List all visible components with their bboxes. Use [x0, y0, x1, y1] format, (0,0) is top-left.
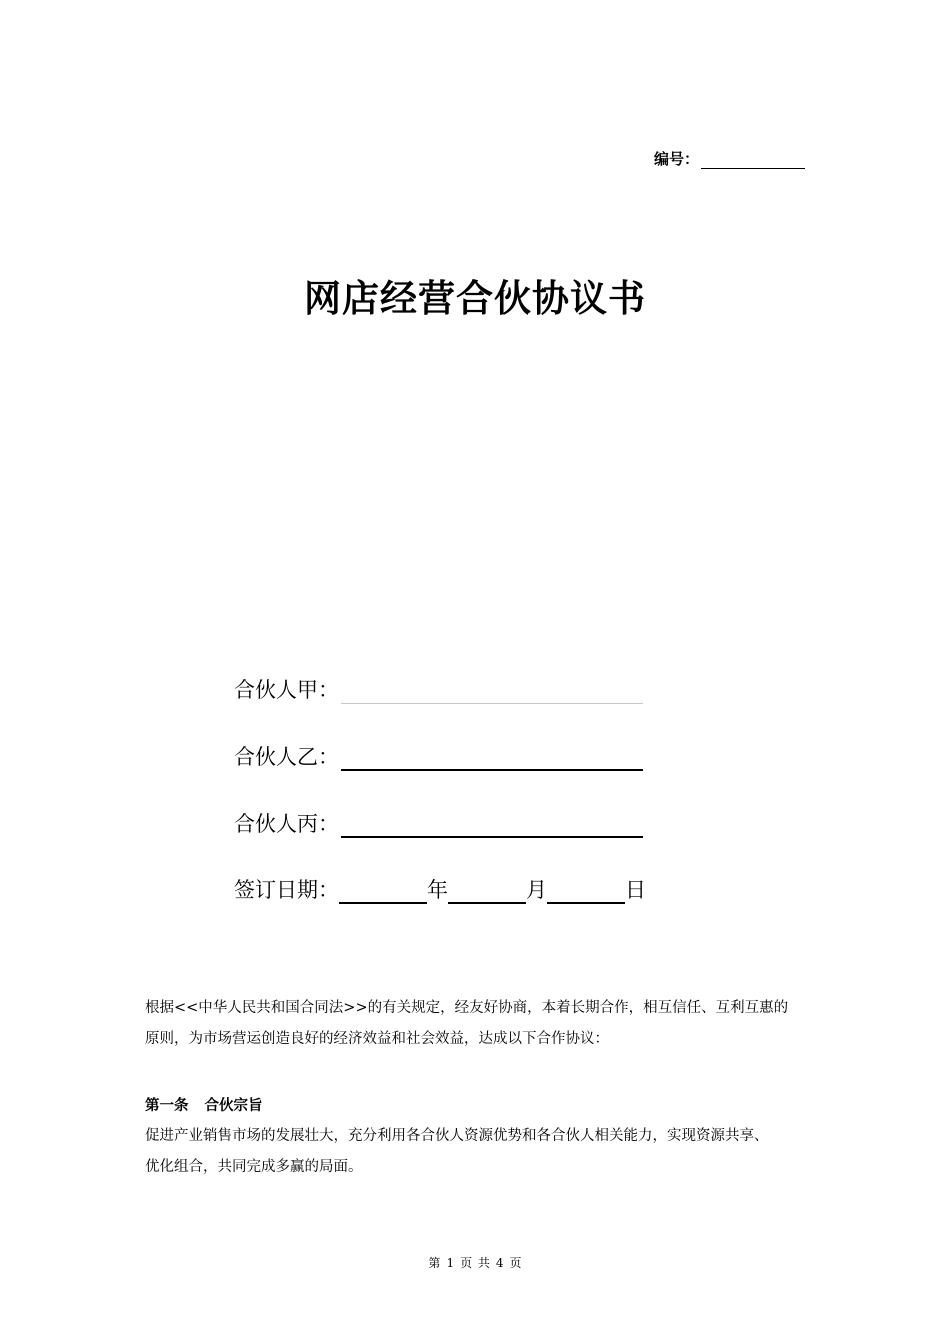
- party-a-blank: [341, 681, 643, 704]
- article-1-body: [145, 1121, 815, 1183]
- footer-suffix: 页: [509, 1256, 522, 1270]
- month-label: 月: [526, 878, 547, 902]
- serial-number-blank: [701, 151, 805, 169]
- article-1-heading: [145, 1094, 263, 1115]
- party-c-label: 合伙人丙：: [234, 812, 339, 836]
- party-c-field: [234, 808, 643, 838]
- serial-number-label: 编号：: [654, 150, 700, 168]
- year-blank: [339, 880, 427, 904]
- sign-date-label: 签订日期：: [234, 878, 339, 902]
- footer-total-pages: 4: [495, 1256, 504, 1270]
- article-1-line-2: 优化组合，共同完成多赢的局面。: [145, 1159, 363, 1175]
- day-blank: [547, 880, 625, 904]
- article-1-title: 合伙宗旨: [204, 1098, 263, 1114]
- document-title: 网店经营合伙协议书: [304, 277, 646, 320]
- page-footer: [0, 1254, 950, 1271]
- party-b-label: 合伙人乙：: [234, 745, 339, 769]
- intro-paragraph: [145, 993, 815, 1055]
- party-b-blank: [341, 747, 643, 771]
- footer-page-number: 1: [446, 1256, 455, 1270]
- footer-mid: 页 共: [460, 1256, 490, 1270]
- article-1-line-1: 促进产业销售市场的发展壮大，充分利用各合伙人资源优势和各合伙人相关能力，实现资源共享、: [145, 1128, 769, 1144]
- sign-date-field: [234, 874, 646, 904]
- intro-line-2: 原则，为市场营运创造良好的经济效益和社会效益，达成以下合作协议：: [145, 1031, 609, 1047]
- year-label: 年: [427, 878, 448, 902]
- article-1-number: 第一条: [145, 1098, 189, 1114]
- party-a-label: 合伙人甲：: [234, 678, 339, 702]
- intro-line-1: 根据<<中华人民共和国合同法>>的有关规定，经友好协商，本着长期合作，相互信任、互利互惠的: [145, 1000, 789, 1016]
- month-blank: [448, 880, 526, 904]
- day-label: 日: [625, 878, 646, 902]
- party-b-field: [234, 741, 643, 771]
- serial-number-field: [654, 148, 805, 169]
- footer-prefix: 第: [428, 1256, 441, 1270]
- party-c-blank: [341, 814, 643, 838]
- party-a-field: [234, 674, 643, 704]
